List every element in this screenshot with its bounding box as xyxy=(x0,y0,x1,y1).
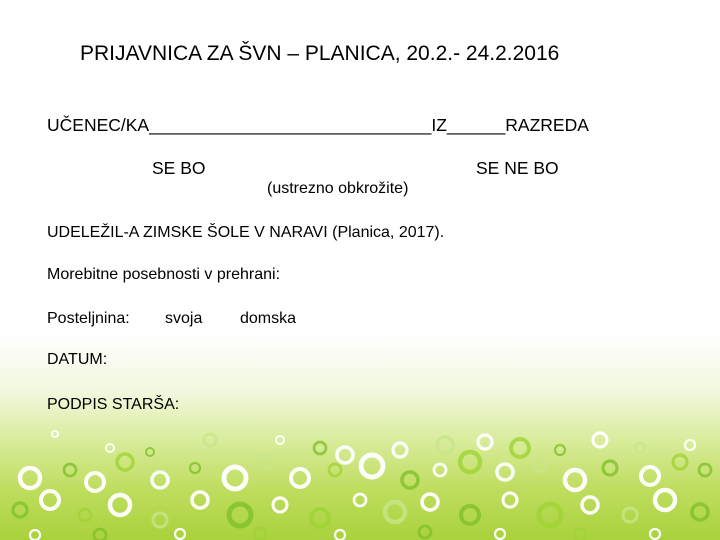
bubble-ring xyxy=(153,513,167,527)
bubble-ring xyxy=(603,461,617,475)
bubble-ring xyxy=(582,497,598,513)
bubble-ring xyxy=(534,460,546,472)
bubble-ring xyxy=(229,504,251,526)
bubble-ring xyxy=(354,494,366,506)
bedding-option-own[interactable]: svoja xyxy=(165,310,203,327)
bubble-ring xyxy=(273,498,287,512)
bubble-ring xyxy=(361,455,383,477)
bubble-ring xyxy=(204,434,216,446)
bubble-ring xyxy=(497,464,513,480)
bubble-ring xyxy=(385,502,405,522)
bubble-ring xyxy=(152,472,168,488)
bubble-ring xyxy=(692,504,708,520)
bubble-ring xyxy=(110,495,130,515)
bubble-ring xyxy=(478,435,492,449)
bedding-label: Posteljnina: xyxy=(47,310,130,327)
option-se-ne-bo[interactable]: SE NE BO xyxy=(476,158,559,178)
option-se-bo[interactable]: SE BO xyxy=(152,158,206,178)
diet-label: Morebitne posebnosti v prehrani: xyxy=(47,266,281,283)
bubble-ring xyxy=(30,530,40,540)
bubble-ring xyxy=(337,447,353,463)
date-label: DATUM: xyxy=(47,351,108,368)
participation-statement: UDELEŽIL-A ZIMSKE ŠOLE V NARAVI (Planica, 2017). xyxy=(47,224,445,241)
bedding-option-school[interactable]: domska xyxy=(240,310,297,327)
bubble-ring xyxy=(460,452,480,472)
bubble-ring xyxy=(593,433,607,447)
bubble-ring xyxy=(175,529,185,539)
bubble-ring xyxy=(434,464,446,476)
bubble-ring xyxy=(146,448,154,456)
bubble-ring xyxy=(511,439,529,457)
bubble-ring xyxy=(13,503,27,517)
bubble-ring xyxy=(224,467,246,489)
bubble-ring xyxy=(311,509,329,527)
bubble-ring xyxy=(685,440,695,450)
bubble-ring xyxy=(650,529,660,539)
bubble-ring xyxy=(254,528,266,540)
bubble-ring xyxy=(555,445,565,455)
bubble-ring xyxy=(393,443,407,457)
bubble-ring xyxy=(461,506,479,524)
bubble-ring xyxy=(192,492,208,508)
bubble-ring xyxy=(402,472,418,488)
bubble-ring xyxy=(655,490,675,510)
bubble-ring xyxy=(52,431,58,437)
bubble-ring xyxy=(635,443,645,453)
bubble-ring xyxy=(41,491,59,509)
bubble-ring xyxy=(258,455,272,469)
bubble-ring xyxy=(419,526,431,538)
bubble-ring xyxy=(641,467,659,485)
signature-label: PODPIS STARŠA: xyxy=(47,396,180,413)
bubble-ring xyxy=(117,454,133,470)
bubble-ring xyxy=(335,530,345,540)
bubble-ring xyxy=(94,529,106,540)
circle-hint: (ustrezno obkrožite) xyxy=(267,180,409,197)
bubble-ring xyxy=(437,437,453,453)
bubble-ring xyxy=(79,509,91,521)
bubble-ring xyxy=(86,473,104,491)
bubble-ring xyxy=(291,469,309,487)
bubble-ring xyxy=(495,529,505,539)
bubble-ring xyxy=(106,444,114,452)
bubble-ring xyxy=(314,442,326,454)
student-name-class-line: UČENEC/KA_____________________________IZ______RAZREDA xyxy=(47,115,589,135)
bubble-ring xyxy=(623,508,637,522)
bubble-ring xyxy=(503,493,517,507)
bubble-ring xyxy=(276,436,284,444)
bubble-ring xyxy=(20,468,40,488)
bubble-ring xyxy=(539,504,561,526)
form-title: PRIJAVNICA ZA ŠVN – PLANICA, 20.2.- 24.2.2016 xyxy=(80,42,560,65)
bubble-ring xyxy=(422,494,438,510)
bubble-ring xyxy=(64,464,76,476)
bubble-ring xyxy=(699,464,711,476)
bubble-ring xyxy=(190,463,200,473)
bubble-ring xyxy=(329,464,341,476)
bubble-ring xyxy=(673,455,687,469)
bubble-ring xyxy=(565,470,585,490)
bubble-ring xyxy=(574,529,586,540)
